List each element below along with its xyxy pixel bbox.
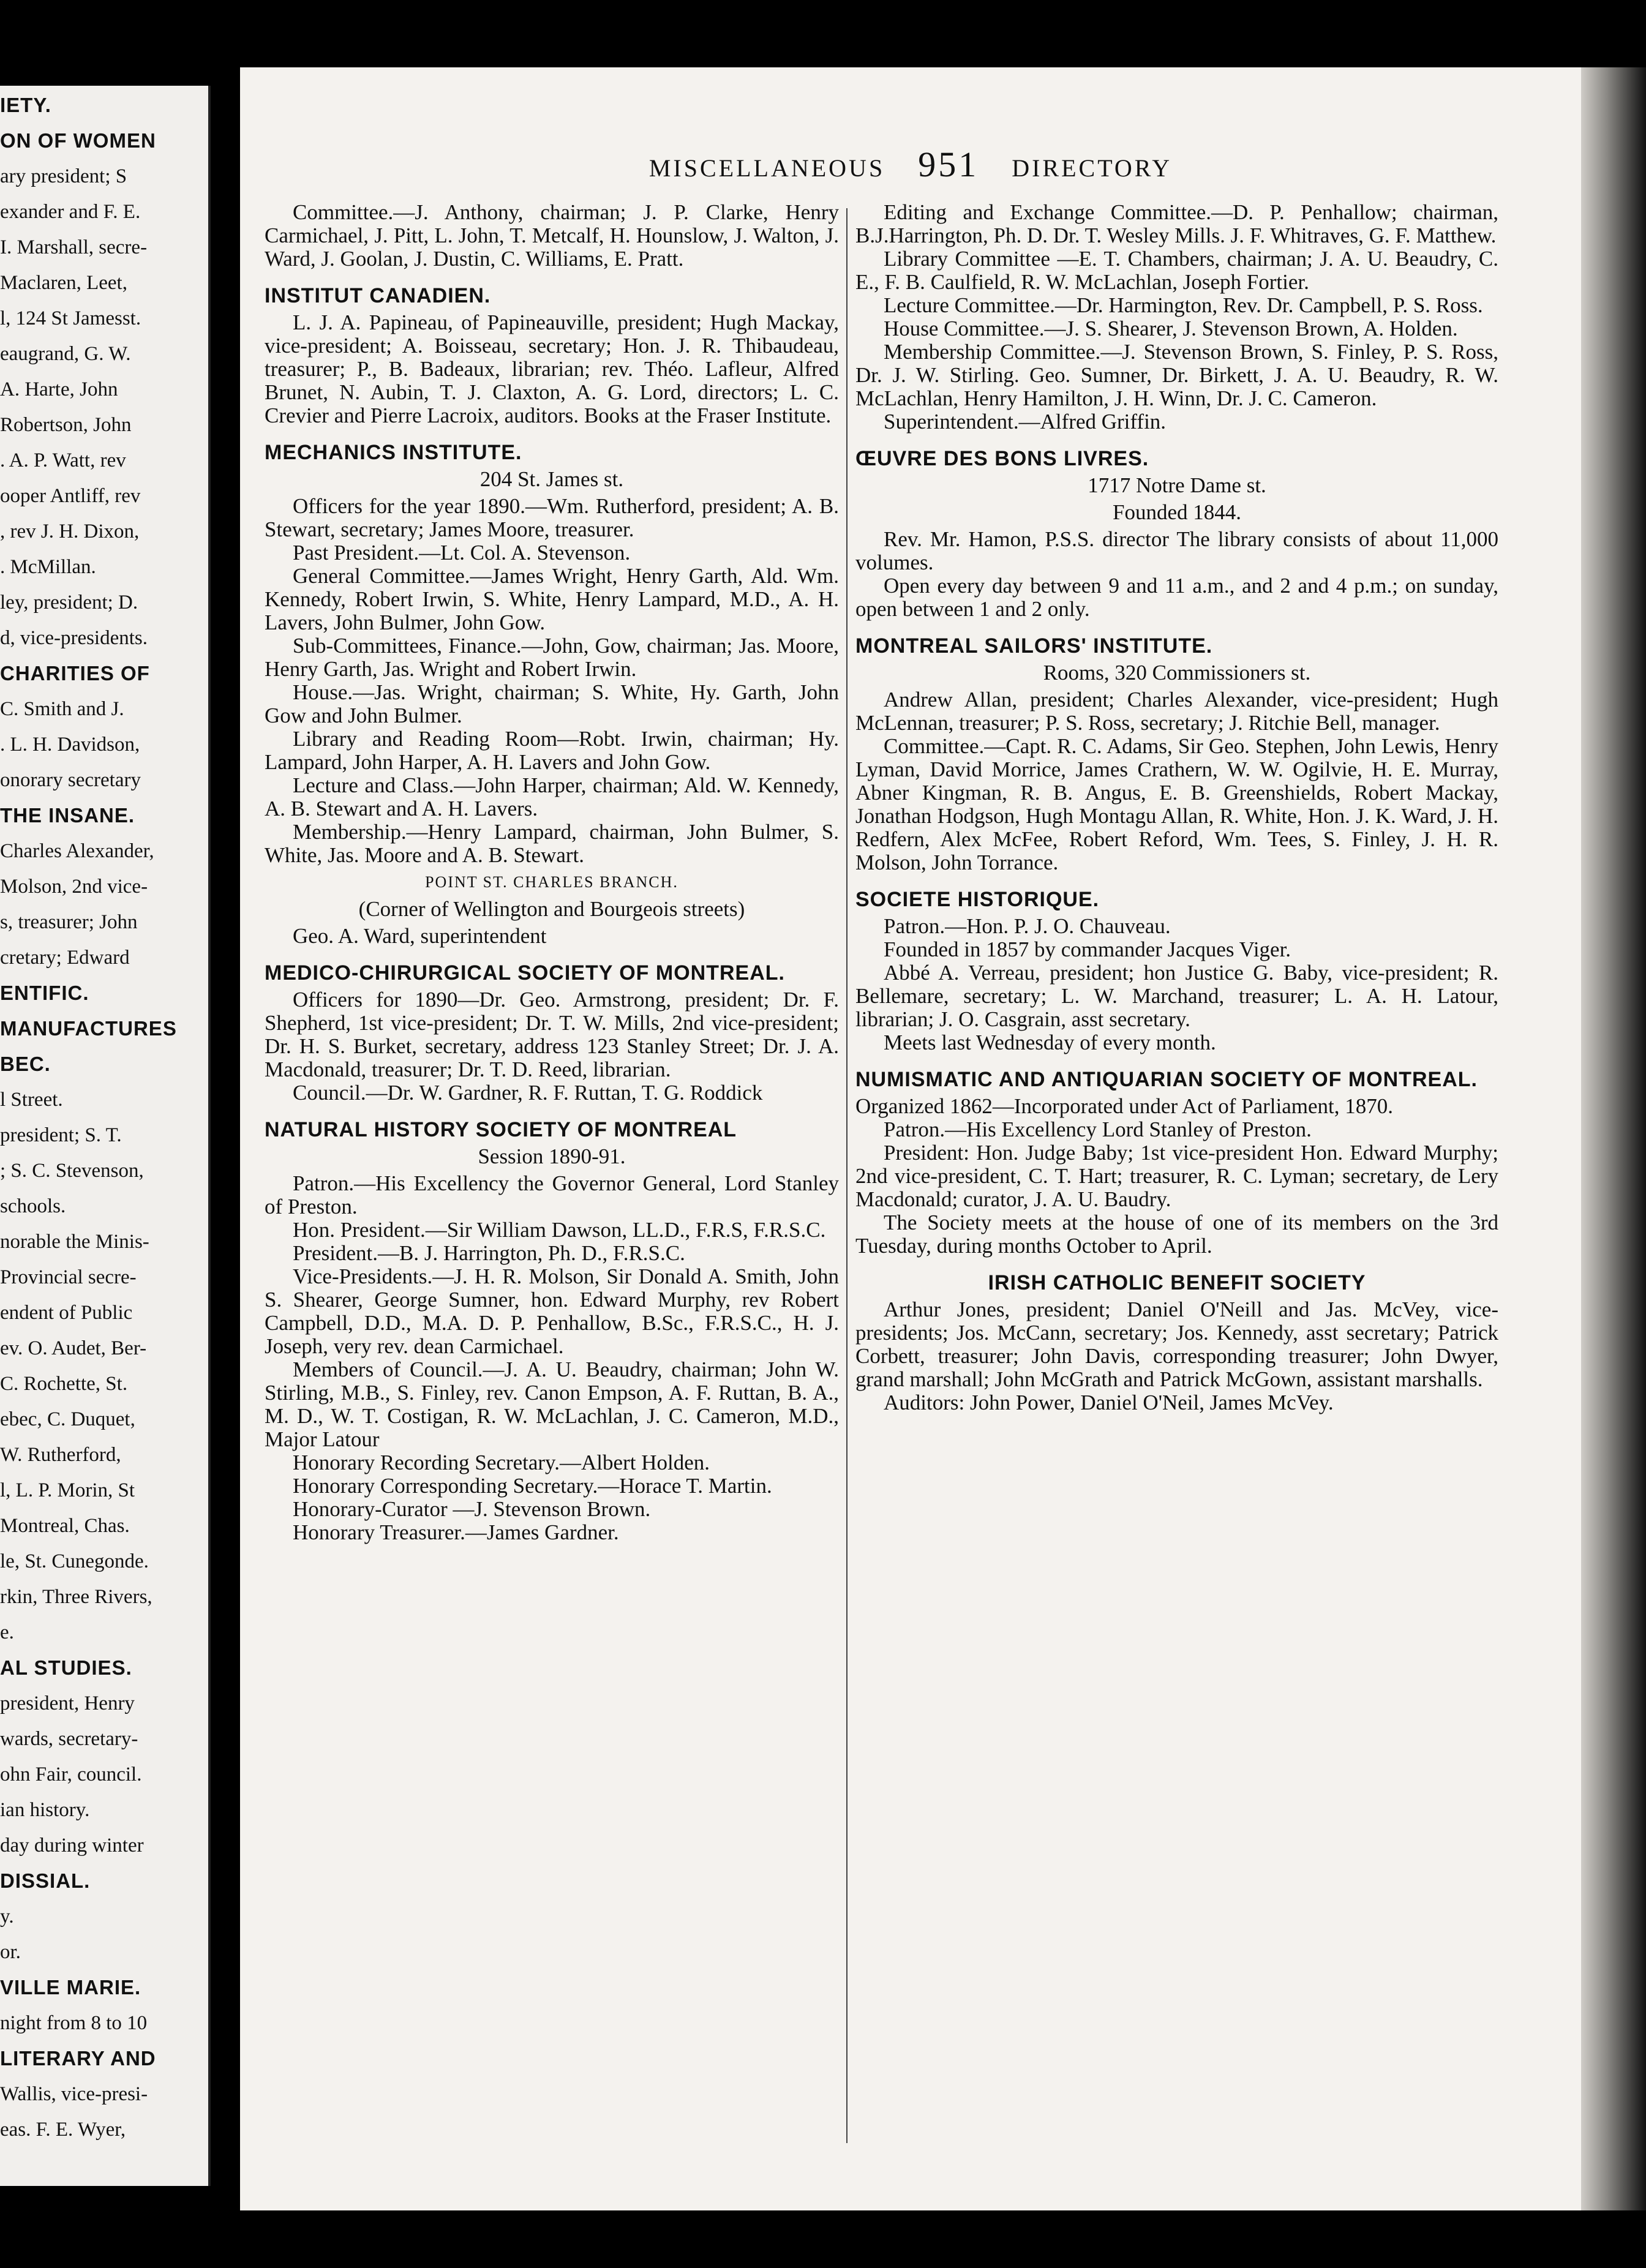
previous-page-line: schools. [0,1195,66,1217]
heading-irish-catholic: IRISH CATHOLIC BENEFIT SOCIETY [988,1271,1366,1294]
mechanics-sub-committees: Sub-Committees, Finance.—John, Gow, chairman; Jas. Moore, Henry Garth, Jas. Wright and Robert Irwin. [265,634,839,681]
previous-page-line: ary president; S [0,165,127,187]
previous-page-line: C. Rochette, St. [0,1373,128,1395]
previous-page-line: C. Smith and J. [0,698,124,720]
previous-page-line: or. [0,1941,21,1963]
previous-page-line: ebec, C. Duquet, [0,1408,135,1430]
numismatic-organized: Organized 1862—Incorporated under Act of Parliament, 1870. [855,1094,1393,1118]
committee-paragraph: Committee.—J. Anthony, chairman; J. P. Clarke, Henry Carmichael, J. Pitt, L. John, T. Metcalf, H. Hounslow, J. Walton, J. Ward, J. Goolan, J. Dustin, C. Williams, E. Pratt. [265,200,839,271]
heading-natural-history: NATURAL HISTORY SOCIETY OF MONTREAL [265,1118,737,1141]
societe-founded: Founded in 1857 by commander Jacques Viger. [884,937,1291,961]
numismatic-meets: The Society meets at the house of one of its members on the 3rd Tuesday, during months October to April. [855,1211,1498,1258]
irish-officers: Arthur Jones, president; Daniel O'Neill and Jas. McVey, vice-presidents; Jos. McCann, secretary; Jos. Kennedy, asst secretary; Patrick Corbett, treasurer; John Davis, corresponding treasurer; John Dwyer, grand marshall; John McGrath and Patrick McGown, assistant marshalls. [855,1297,1498,1391]
previous-page-line: W. Rutherford, [0,1444,121,1466]
previous-page-line: LITERARY AND [0,2047,156,2070]
previous-page-line: e. [0,1621,14,1643]
societe-patron: Patron.—Hon. P. J. O. Chauveau. [884,914,1171,938]
oeuvre-hours: Open every day between 9 and 11 a.m., and 2 and 4 p.m.; on sunday, open between 1 and 2 only. [855,574,1498,621]
column-rule [846,208,847,2143]
previous-page-line: ev. O. Audet, Ber- [0,1337,147,1359]
heading-medico-chirurgical: MEDICO-CHIRURGICAL SOCIETY OF MONTREAL. [265,961,785,985]
natural-session: Session 1890-91. [478,1144,626,1168]
previous-page-line: Maclaren, Leet, [0,272,127,294]
societe-officers: Abbé A. Verreau, president; hon Justice G. Baby, vice-president; R. Bellemare, secretary; L. W. Marchand, treasurer; L. A. H. Latour, librarian; J. O. Casgrain, asst secretary. [855,961,1498,1031]
library-committee: Library Committee —E. T. Chambers, chairman; J. A. U. Beaudry, C. E., F. B. Caulfield, R. W. McLachlan, Joseph Fortier. [855,247,1498,294]
oeuvre-address: 1717 Notre Dame st. [1088,473,1266,497]
previous-page-line: d, vice-presidents. [0,627,148,649]
natural-recording-secretary: Honorary Recording Secretary.—Albert Holden. [293,1451,710,1474]
mechanics-membership: Membership.—Henry Lampard, chairman, John Bulmer, S. White, Jas. Moore and A. B. Stewart. [265,820,839,867]
previous-page-line: ON OF WOMEN [0,129,156,152]
heading-mechanics-institute: MECHANICS INSTITUTE. [265,441,522,464]
page-edge-shadow [1581,67,1646,2210]
previous-page-line: y. [0,1906,14,1928]
previous-page-line: ley, president; D. [0,591,138,614]
previous-page-line: THE INSANE. [0,804,135,827]
previous-page-line: ENTIFIC. [0,982,89,1004]
running-head-left: MISCELLANEOUS [648,154,885,182]
mechanics-library: Library and Reading Room—Robt. Irwin, chairman; Hy. Lampard, John Harper, A. H. Lavers and John Gow. [265,727,839,774]
oeuvre-director: Rev. Mr. Hamon, P.S.S. director The library consists of about 11,000 volumes. [855,527,1498,574]
previous-page-line: president; S. T. [0,1124,122,1146]
mechanics-past-president: Past President.—Lt. Col. A. Stevenson. [293,541,631,565]
previous-page-line: Molson, 2nd vice- [0,876,148,898]
previous-page-line: Provincial secre- [0,1266,137,1288]
previous-page-line: . L. H. Davidson, [0,734,140,756]
previous-page-line: AL STUDIES. [0,1656,132,1679]
point-superintendent: Geo. A. Ward, superintendent [293,924,547,948]
natural-patron: Patron.—His Excellency the Governor General, Lord Stanley of Preston. [265,1171,839,1218]
editing-committee: Editing and Exchange Committee.—D. P. Penhallow; chairman, B.J.Harrington, Ph. D. Dr. T. Wesley Mills. J. F. Whitraves, G. F. Matthew. [855,200,1498,247]
heading-sailors-institute: MONTREAL SAILORS' INSTITUTE. [855,634,1213,658]
previous-page-line: night from 8 to 10 [0,2012,148,2034]
previous-page-line: ohn Fair, council. [0,1763,142,1785]
previous-page-line: BEC. [0,1053,51,1075]
page-number: 951 [918,145,979,184]
membership-committee: Membership Committee.—J. Stevenson Brown, S. Finley, P. S. Ross, Dr. J. W. Stirling. Geo. Sumner, Dr. Birkett, J. A. U. Beaudry, R. W. McLachlan, Henry Hamilton, J. H. Winn, Dr. J. C. Cameron. [855,340,1498,410]
previous-page-line: . A. P. Watt, rev [0,449,126,471]
previous-page-line: . McMillan. [0,556,96,578]
previous-page-line: , rev J. H. Dixon, [0,520,140,543]
heading-numismatic-society: NUMISMATIC AND ANTIQUARIAN SOCIETY OF MONTREAL. [855,1068,1478,1091]
natural-vice-presidents: Vice-Presidents.—J. H. R. Molson, Sir Donald A. Smith, John S. Shearer, George Sumner, hon. Edward Murphy, rev Robert Campbell, D.D., M.A. D. P. Penhallow, B.Sc., F.R.S.C., H. J. Joseph, very rev. dean Carmichael. [265,1264,839,1358]
heading-oeuvre-des-bons-livres: ŒUVRE DES BONS LIVRES. [855,447,1149,470]
numismatic-patron: Patron.—His Excellency Lord Stanley of Preston. [884,1117,1312,1141]
previous-page-line: l, L. P. Morin, St [0,1479,135,1501]
previous-page-line: onorary secretary [0,769,141,791]
previous-page-line: Wallis, vice-presi- [0,2083,148,2105]
sailors-officers: Andrew Allan, president; Charles Alexander, vice-president; Hugh McLennan, treasurer; P. S. Ross, secretary; J. Ritchie Bell, manager. [855,688,1498,735]
medico-council: Council.—Dr. W. Gardner, R. F. Ruttan, T. G. Roddick [293,1081,763,1105]
previous-page-line: s, treasurer; John [0,911,138,933]
mechanics-lecture: Lecture and Class.—John Harper, chairman; Ald. W. Kennedy, A. B. Stewart and A. H. Lavers. [265,773,839,820]
previous-page-line: ian history. [0,1799,90,1821]
previous-page-line: CHARITIES OF [0,662,150,685]
previous-page-line: Montreal, Chas. [0,1515,130,1537]
mechanics-officers: Officers for the year 1890.—Wm. Rutherford, president; A. B. Stewart, secretary; James Moore, treasurer. [265,494,839,541]
previous-page-line: Charles Alexander, [0,840,154,862]
previous-page-line: eas. F. E. Wyer, [0,2119,126,2141]
running-head-right: DIRECTORY [1012,154,1173,182]
societe-meets: Meets last Wednesday of every month. [884,1031,1216,1054]
previous-page-line: l Street. [0,1089,63,1111]
running-head [240,144,1581,185]
superintendent: Superintendent.—Alfred Griffin. [884,410,1167,434]
previous-page-line: Robertson, John [0,414,132,436]
previous-page-line: norable the Minis- [0,1231,149,1253]
numismatic-president: President: Hon. Judge Baby; 1st vice-president Hon. Edward Murphy; 2nd vice-president, C. T. Hart; treasurer, R. C. Lyman; secretary, de Lery Macdonald; curator, J. A. U. Baudry. [855,1141,1498,1211]
house-committee: House Committee.—J. S. Shearer, J. Stevenson Brown, A. Holden. [884,317,1458,340]
previous-page-line: day during winter [0,1834,144,1857]
natural-president: President.—B. J. Harrington, Ph. D., F.R.S.C. [293,1241,685,1265]
previous-page-line: ; S. C. Stevenson, [0,1160,144,1182]
natural-curator: Honorary-Curator —J. Stevenson Brown. [293,1497,651,1521]
previous-page-line: IETY. [0,94,51,116]
natural-hon-president: Hon. President.—Sir William Dawson, LL.D., F.R.S, F.R.S.C. [293,1218,826,1242]
natural-treasurer: Honorary Treasurer.—James Gardner. [293,1520,619,1544]
left-column [265,201,839,1544]
point-corner: (Corner of Wellington and Bourgeois streets) [358,897,745,921]
oeuvre-founded: Founded 1844. [1113,500,1241,524]
previous-page-line: wards, secretary- [0,1728,138,1750]
natural-council: Members of Council.—J. A. U. Beaudry, chairman; John W. Stirling, M.B., S. Finley, rev. Canon Empson, A. F. Ruttan, B. A., M. D., W. T. Costigan, R. W. McLachlan, J. C. Cameron, M.D., Major Latour [265,1357,839,1451]
previous-page-line: MANUFACTURES [0,1017,177,1040]
right-column [855,201,1498,1414]
previous-page-line: DISSIAL. [0,1869,91,1892]
previous-page-line: president, Henry [0,1692,135,1714]
heading-societe-historique: SOCIETE HISTORIQUE. [855,888,1100,911]
previous-page-line: exander and F. E. [0,201,141,223]
mechanics-general-committee: General Committee.—James Wright, Henry Garth, Ald. Wm. Kennedy, Robert Irwin, S. White, Henry Lampard, M.D., A. H. Lavers, John Bulmer, John Gow. [265,564,839,634]
mechanics-house: House.—Jas. Wright, chairman; S. White, Hy. Garth, John Gow and John Bulmer. [265,680,839,727]
previous-page-line: VILLE MARIE. [0,1976,141,1999]
previous-page-line: rkin, Three Rivers, [0,1586,152,1608]
natural-corresponding-secretary: Honorary Corresponding Secretary.—Horace T. Martin. [293,1474,772,1498]
previous-page-line: le, St. Cunegonde. [0,1550,149,1572]
heading-institut-canadien: INSTITUT CANADIEN. [265,284,491,307]
medico-officers: Officers for 1890—Dr. Geo. Armstrong, president; Dr. F. Shepherd, 1st vice-president; Dr. T. W. Mills, 2nd vice-president; Dr. H. S. Burket, secretary, address 123 Stanley Street; Dr. J. A. Macdonald, treasurer; Dr. T. D. Reed, librarian. [265,988,839,1081]
previous-page-line: l, 124 St Jamesst. [0,307,141,329]
previous-page-line: endent of Public [0,1302,133,1324]
previous-page-line: eaugrand, G. W. [0,343,131,365]
previous-page-line: A. Harte, John [0,378,118,400]
point-st-charles-branch: POINT ST. CHARLES BRANCH. [425,873,678,891]
mechanics-address: 204 St. James st. [479,467,624,491]
lecture-committee: Lecture Committee.—Dr. Harmington, Rev. Dr. Campbell, P. S. Ross. [884,293,1483,317]
irish-auditors: Auditors: John Power, Daniel O'Neil, James McVey. [884,1391,1334,1414]
institut-paragraph: L. J. A. Papineau, of Papineauville, president; Hugh Mackay, vice-president; A. Boisseau, secretary; Hon. J. R. Thibaudeau, treasurer; P., B. Badeaux, librarian; rev. Théo. Lafleur, Alfred Brunet, N. Aubin, T. J. Claxton, A. G. Lord, directors; L. C. Crevier and Pierre Lacroix, auditors. Books at the Fraser Institute. [265,310,839,427]
sailors-committee: Committee.—Capt. R. C. Adams, Sir Geo. Stephen, John Lewis, Henry Lyman, David Morrice, James Crathern, W. W. Ogilvie, H. E. Murray, Abner Kingman, R. B. Angus, E. B. Greenshields, Robert Mackay, Jonathan Hodgson, Hugh Montagu Allan, R. White, Hon. J. K. Ward, J. H. Redfern, Alex McFee, Robert Reford, Wm. Tees, S. Finley, J. H. R. Molson, John Torrance. [855,734,1498,874]
directory-page [240,67,1581,2210]
previous-page-line: cretary; Edward [0,947,130,969]
sailors-rooms: Rooms, 320 Commissioners st. [1043,661,1311,685]
previous-page-edge [0,86,211,2186]
previous-page-line: ooper Antliff, rev [0,485,141,507]
previous-page-line: I. Marshall, secre- [0,236,148,258]
